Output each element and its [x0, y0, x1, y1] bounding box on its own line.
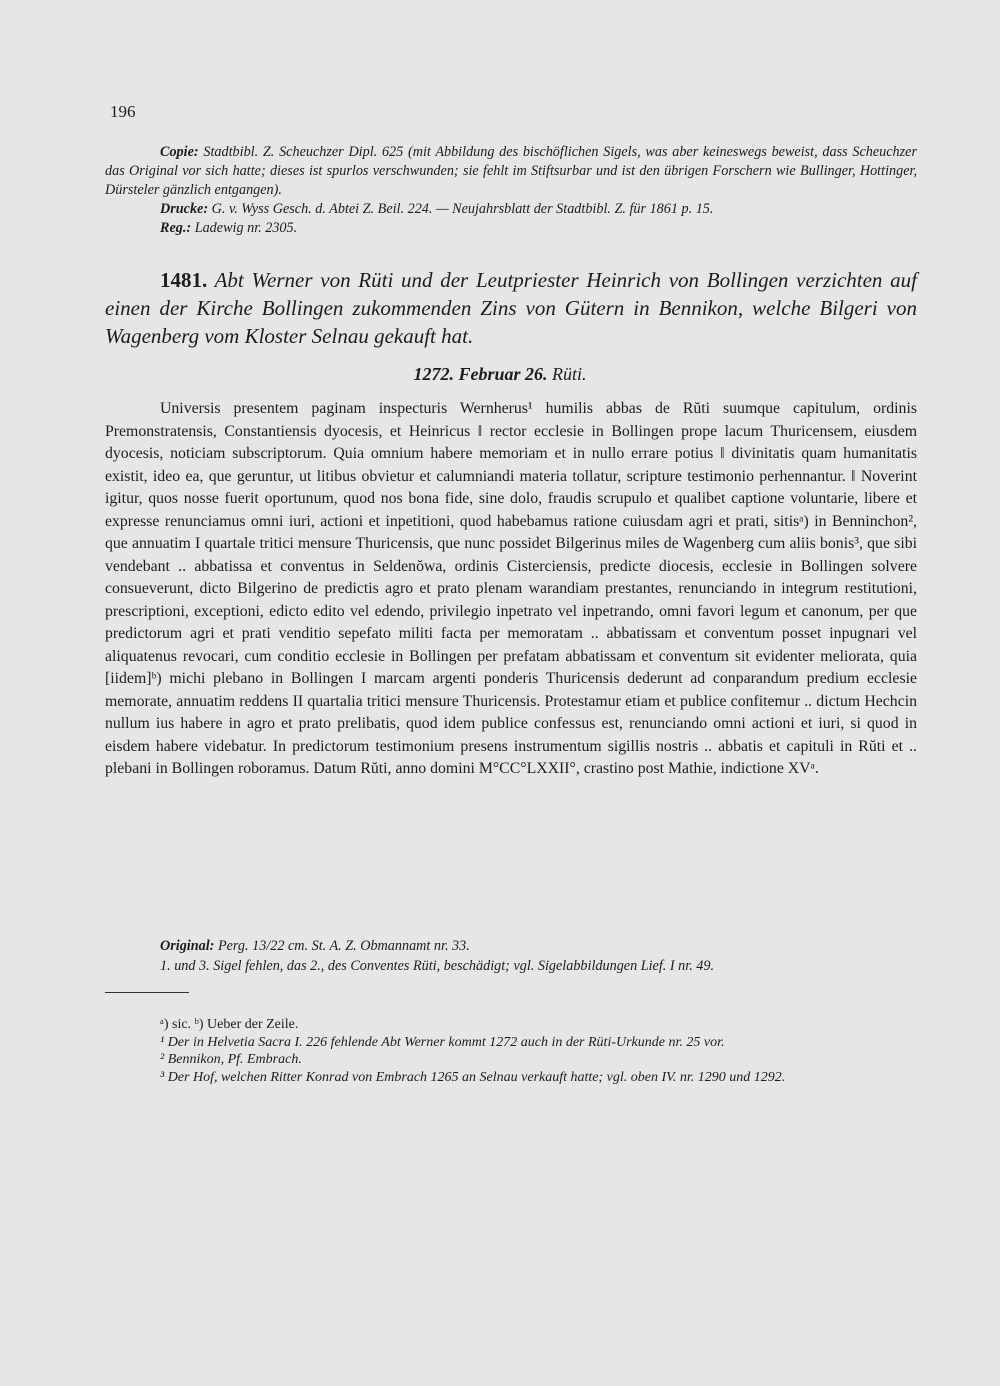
page-number: 196	[110, 102, 136, 121]
reg-label: Reg.:	[160, 220, 192, 236]
footnotes	[105, 1016, 917, 1086]
date-line	[0, 364, 1000, 385]
seals-note: 1. und 3. Sigel fehlen, das 2., des Conventes Rüti, beschädigt; vgl. Sigelabbildungen Lief. I nr. 49.	[160, 958, 715, 974]
drucke-entry	[105, 200, 917, 219]
footnote-divider	[105, 992, 189, 993]
footnote-2: ² Bennikon, Pf. Embrach.	[160, 1052, 302, 1067]
copie-text: Stadtbibl. Z. Scheuchzer Dipl. 625 (mit Abbildung des bischöflichen Sigels, was aber keineswegs beweist, dass Scheuchzer das Original vor sich hatte; dieses ist spurlos verschwunden; sie fehlt im Stiftsurbar und ist den übrigen Forschern wie Bullinger, Hottinger, Dürsteler gänzlich entgangen).	[105, 144, 917, 198]
document-place: Rüti.	[552, 364, 587, 384]
copie-entry	[105, 143, 917, 200]
drucke-label: Drucke:	[160, 201, 209, 217]
document-date: 1272. Februar 26.	[413, 364, 548, 384]
original-text: Perg. 13/22 cm. St. A. Z. Obmannamt nr. 33.	[217, 938, 470, 954]
original-label: Original:	[160, 938, 215, 954]
reg-text: Ladewig nr. 2305.	[194, 220, 298, 236]
copie-label: Copie:	[160, 144, 199, 160]
document-heading	[105, 266, 917, 350]
document-title: Abt Werner von Rüti und der Leutpriester Heinrich von Bollingen verzichten auf einen der Kirche Bollingen zukommenden Zins von Gütern in Bennikon, welche Bilgeri von Wagenberg vom Kloster Selnau gekauft hat.	[105, 268, 917, 348]
charter-paragraph: Universis presentem paginam inspecturis Wernherus¹ humilis abbas de Rŭti suumque capitulum, ordinis Premonstratensis, Constantiensis dyocesis, et Heinricus ‖ rector ecclesie in Bollingen prope lacum Thuricensem, eiusdem dyocesis, noticiam subscriptorum. Quia omnium habere memoriam et in nullo errare potius ‖ divinitatis quam humanitatis existit, ideo ea, que geruntur, ut litibus obvietur et calumniandi materia tollatur, scripture testimonio perhennantur. ‖ Noverint igitur, quos nosse fuerit oportunum, quod nos bona fide, sine dolo, fraudis scrupulo et qualibet captione voluntarie, libere et expresse renunciamus omni iuri, actioni et inpetitioni, quod habebamus ratione cuiusdam agri et prati, sitisᵃ) in Benninchon², que annuatim I quartale tritici mensure Thuricensis, que nunc possidet Bilgerinus miles de Wagenberg cum aliis bonis³, que sibi vendebant .. abbatissa et conventus in Seldenŏwa, ordinis Cisterciensis, predicte diocesis, ecclesie in Bollingen solvere consueverunt, dicto Bilgerino de predictis agro et prato plenam warandiam prestantes, renunciando in integrum restitutioni, prescriptioni, exceptioni, edicto edito vel edendo, privilegio inpetrato vel inpetrando, omni favori legum et canonum, per que predictorum agri et prati venditio sepefato militi facta per memoratam .. abbatissam et conventum posset inpugnari vel aliquatenus revocari, cum conditio ecclesie in Bollingen per prefatam abbatissam et conventum sit evidenter meliorata, quia [iidem]ᵇ) michi plebano in Bollingen I marcam argenti ponderis Thuricensis dederunt ad conparandum predium ecclesie memorate, annuatim reddens II quartalia tritici mensure Thuricensis. Protestamur etiam et publice confitemur .. dictum Hechcin nullum ius habere in agro et prato prelibatis, quod idem publice confessus est, renunciando omni actioni et iuri, si quod in eisdem habere videbatur. In predictorum testimonium presens instrumentum sigillis nostris .. abbatis et capituli in Rŭti et .. plebani in Bollingen roboramus. Datum Rŭti, anno domini M°CC°LXXII°, crastino post Mathie, indictione XVᵃ.	[105, 400, 917, 777]
footnote-1: ¹ Der in Helvetia Sacra I. 226 fehlende Abt Werner kommt 1272 auch in der Rüti-Urkunde nr. 25 vor.	[160, 1034, 725, 1050]
provenance-block	[105, 143, 917, 238]
original-entry	[105, 936, 917, 956]
footnote-ab: ᵃ) sic. ᵇ) Ueber der Zeile.	[160, 1017, 299, 1032]
drucke-text: G. v. Wyss Gesch. d. Abtei Z. Beil. 224. — Neujahrsblatt der Stadtbibl. Z. für 1861 p. 15.	[211, 201, 714, 217]
charter-text	[105, 398, 917, 781]
document-number: 1481.	[160, 268, 208, 292]
footnote-3: ³ Der Hof, welchen Ritter Konrad von Embrach 1265 an Selnau verkauft hatte; vgl. oben IV. nr. 1290 und 1292.	[160, 1069, 786, 1085]
reg-entry	[105, 219, 917, 238]
original-block	[105, 936, 917, 976]
